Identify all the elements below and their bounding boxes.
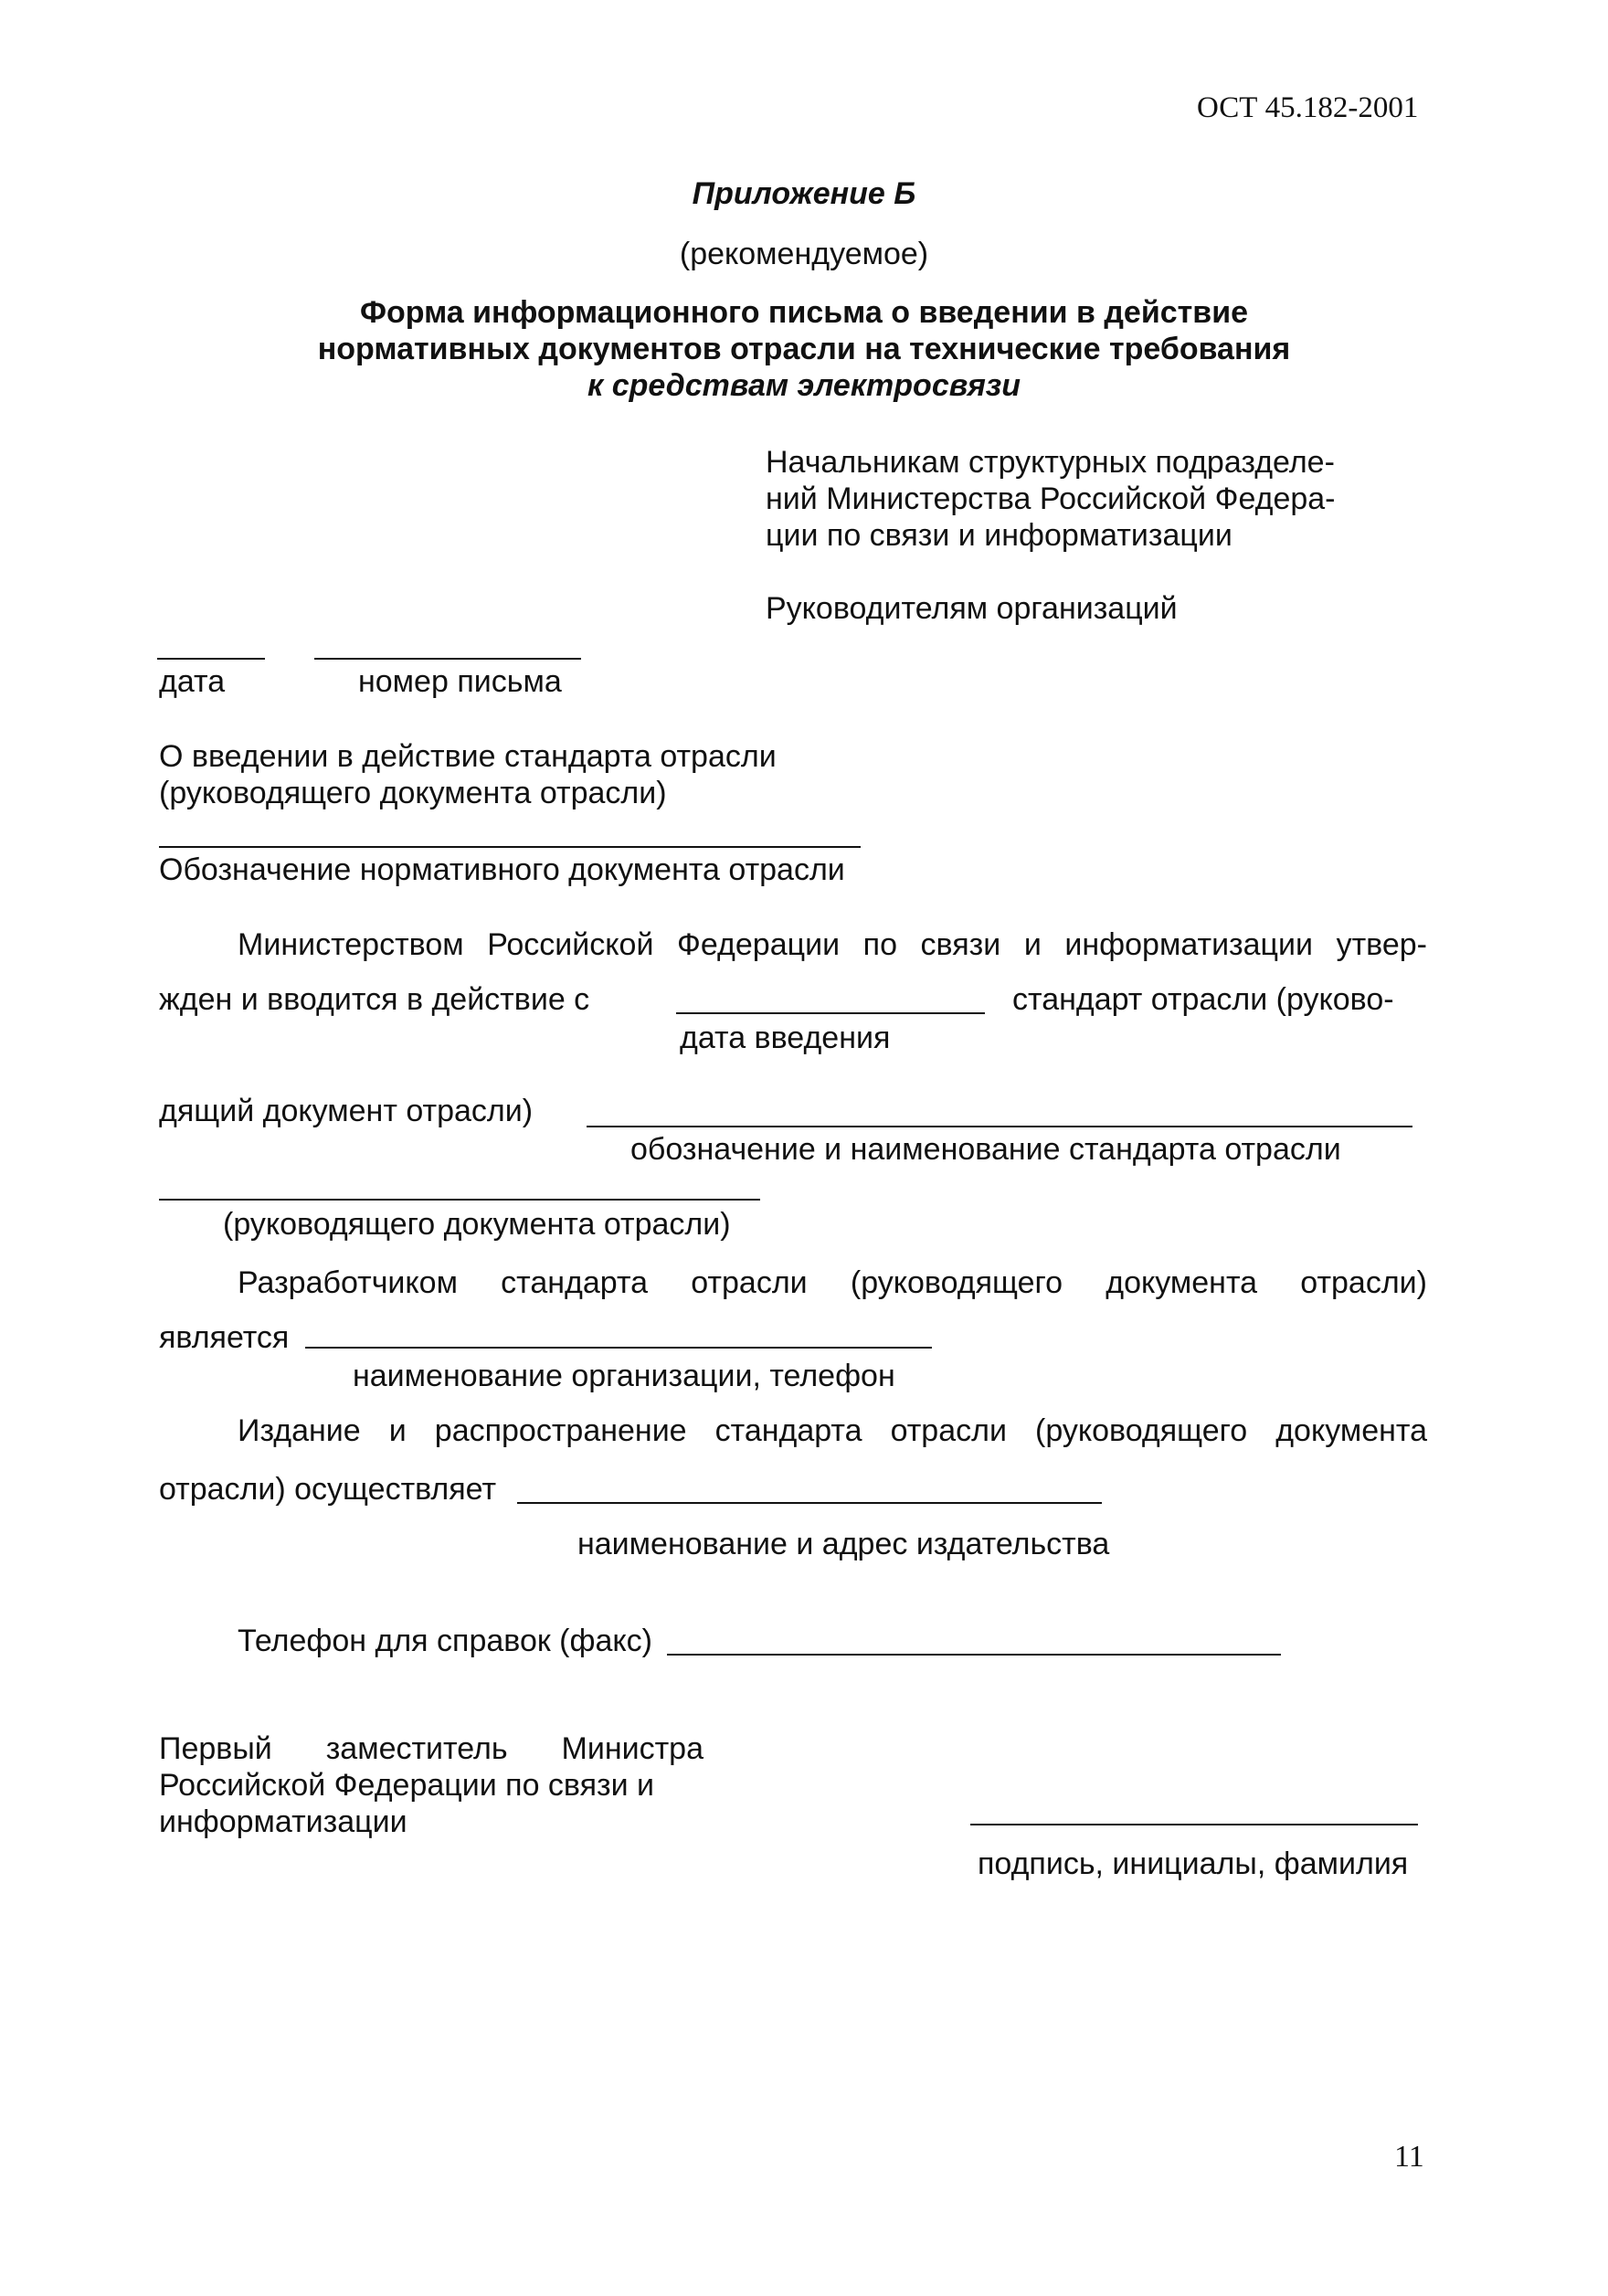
phone-blank-line <box>667 1654 1281 1656</box>
addressee-chiefs-line-3: ции по связи и информатизации <box>766 518 1232 553</box>
date-blank-line <box>157 658 265 660</box>
addressee-chiefs-line-2: ний Министерства Российской Федера- <box>766 481 1336 516</box>
standard-name-label: обозначение и наименование стандарта отрасли <box>630 1132 1341 1167</box>
addressee-chiefs-line-1: Начальникам структурных подразделе- <box>766 445 1335 480</box>
paragraph-1-line-2-start: жден и вводится в действие с <box>159 982 590 1017</box>
document-code: ОСТ 45.182-2001 <box>1197 91 1419 124</box>
paragraph-3-line-1: Издание и распространение стандарта отрасли (руководящего документа <box>238 1413 1427 1448</box>
paragraph-1-line-1: Министерством Российской Федерации по связи и информатизации утвер- <box>238 927 1427 962</box>
subject-line-1: О введении в действие стандарта отрасли <box>159 739 777 774</box>
intro-date-label: дата введения <box>680 1021 891 1055</box>
signature-label: подпись, инициалы, фамилия <box>978 1846 1409 1881</box>
paragraph-1-line-2-end: стандарт отрасли (руково- <box>1012 982 1394 1017</box>
paragraph-2-line-2: является <box>159 1320 290 1355</box>
signer-position-line-3: информатизации <box>159 1804 407 1839</box>
page-number: 11 <box>1394 2140 1424 2174</box>
addressee-heads: Руководителям организаций <box>766 591 1178 626</box>
paragraph-1-line-4: (руководящего документа отрасли) <box>223 1207 731 1242</box>
paragraph-1-line-3: дящий документ отрасли) <box>159 1094 534 1128</box>
developer-label: наименование организации, телефон <box>353 1359 895 1393</box>
publisher-blank-line <box>517 1502 1102 1504</box>
form-title-line-3: к средствам электросвязи <box>587 368 1021 403</box>
signature-blank-line <box>970 1824 1418 1825</box>
number-blank-line <box>314 658 581 660</box>
standard-name-blank-line <box>587 1126 1412 1127</box>
standard-name-blank-line-2 <box>159 1199 760 1201</box>
signer-position-line-1: Первый заместитель Министра <box>159 1731 704 1766</box>
form-title-line-2: нормативных документов отрасли на технические требования <box>317 332 1291 366</box>
intro-date-blank-line <box>676 1012 985 1014</box>
publisher-label: наименование и адрес издательства <box>577 1527 1110 1561</box>
paragraph-2-line-1: Разработчиком стандарта отрасли (руководящего документа отрасли) <box>238 1265 1427 1300</box>
subject-line-2: (руководящего документа отрасли) <box>159 776 667 810</box>
letter-number-label: номер письма <box>358 664 562 699</box>
developer-blank-line <box>305 1347 932 1349</box>
phone-label: Телефон для справок (факс) <box>238 1624 652 1658</box>
appendix-title: Приложение Б <box>692 176 916 211</box>
signer-position-line-2: Российской Федерации по связи и <box>159 1768 655 1803</box>
form-title-line-1: Форма информационного письма о введении в действие <box>359 295 1249 330</box>
paragraph-3-line-2: отрасли) осуществляет <box>159 1472 497 1507</box>
designation-blank-line <box>159 846 861 848</box>
date-label: дата <box>159 664 226 699</box>
designation-label: Обозначение нормативного документа отрасли <box>159 852 845 887</box>
appendix-status: (рекомендуемое) <box>679 237 929 271</box>
